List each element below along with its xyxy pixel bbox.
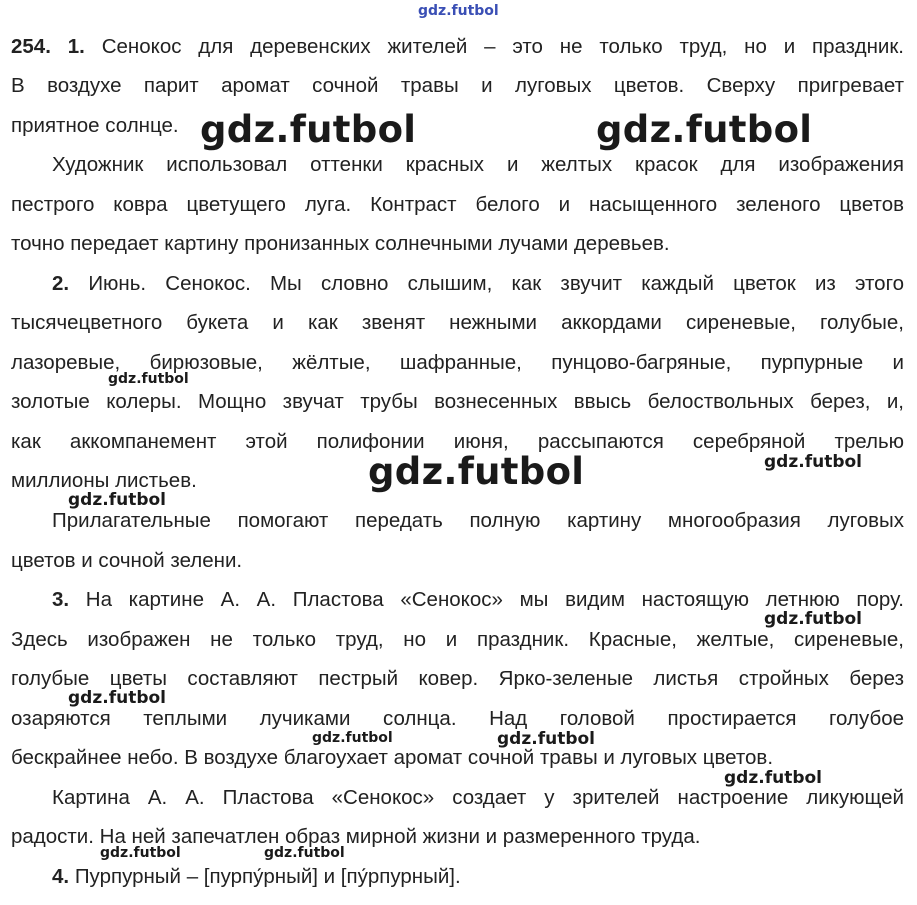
watermark-medium: gdz.futbol [68,490,166,510]
task3-para2-line1: Картина А. А. Пластова «Сенокос» создает у зрителей настроение ликующей [52,786,904,809]
task2-line4: золотые колеры. Мощно звучат трубы вознесенных ввысь белоствольных берез, и, [11,390,904,413]
watermark-small: gdz.futbol [108,371,189,387]
task2-line1-text: Июнь. Сенокос. Мы словно слышим, как звучит каждый цветок из этого [88,272,904,295]
watermark-small: gdz.futbol [312,730,393,746]
task1-line3: приятное солнце. [11,114,179,137]
watermark-large: gdz.futbol [596,108,813,151]
watermark-small: gdz.futbol [264,845,345,861]
task2-line2: тысячецветного букета и как звенят нежными аккордами сиреневые, голубые, [11,311,904,334]
task1-line2: В воздухе парит аромат сочной травы и луговых цветов. Сверху пригревает [11,74,904,97]
watermark-medium: gdz.futbol [497,729,595,749]
task1-line1 [11,35,904,59]
header-watermark: gdz.futbol [418,3,499,19]
task3-line2: Здесь изображен не только труд, но и праздник. Красные, желтые, сиреневые, [11,628,904,651]
task2-line3: лазоревые, бирюзовые, жёлтые, шафранные, пунцово-багряные, пурпурные и [11,351,904,374]
task2-number: 2. [52,272,70,295]
task2-para2-line1: Прилагательные помогают передать полную картину многообразия луговых [52,509,904,532]
exercise-number: 254. [11,35,51,58]
watermark-large: gdz.futbol [200,108,417,151]
watermark-medium: gdz.futbol [724,768,822,788]
watermark-small: gdz.futbol [100,845,181,861]
task3-number: 3. [52,588,70,611]
task2-line5: как аккомпанемент этой полифонии июня, рассыпаются серебряной трелью [11,430,904,453]
watermark-medium: gdz.futbol [764,609,862,629]
watermark-medium: gdz.futbol [68,688,166,708]
task1-para2-line3: точно передает картину пронизанных солнечными лучами деревьев. [11,232,670,255]
task3-line4: озаряются теплыми лучиками солнца. Над головой простирается голубое [11,707,904,730]
task2-para2-line2: цветов и сочной зелени. [11,549,243,572]
task1-number: 1. [67,35,85,58]
task4-line [52,865,904,889]
task1-line1-text: Сенокос для деревенских жителей – это не только труд, но и праздник. [101,35,905,58]
task4-number: 4. [52,865,70,888]
task3-para2-line2: радости. На ней запечатлен образ мирной жизни и размеренного труда. [11,825,701,848]
watermark-medium: gdz.futbol [764,452,862,472]
task4-text: Пурпурный – [пурпу́рный] и [пу́рпурный]. [74,865,461,888]
task3-line3: голубые цветы составляют пестрый ковер. Ярко-зеленые листья стройных берез [11,667,904,690]
task1-para2-line2: пестрого ковра цветущего луга. Контраст белого и насыщенного зеленого цветов [11,193,904,216]
task3-line5: бескрайнее небо. В воздухе благоухает аромат сочной травы и луговых цветов. [11,746,774,769]
task2-line6: миллионы листьев. [11,469,197,492]
task3-line1-text: На картине А. А. Пластова «Сенокос» мы видим настоящую летнюю пору. [85,588,904,611]
task1-para2-line1: Художник использовал оттенки красных и желтых красок для изображения [52,153,904,176]
watermark-large: gdz.futbol [368,450,585,493]
task2-line1 [52,272,904,296]
